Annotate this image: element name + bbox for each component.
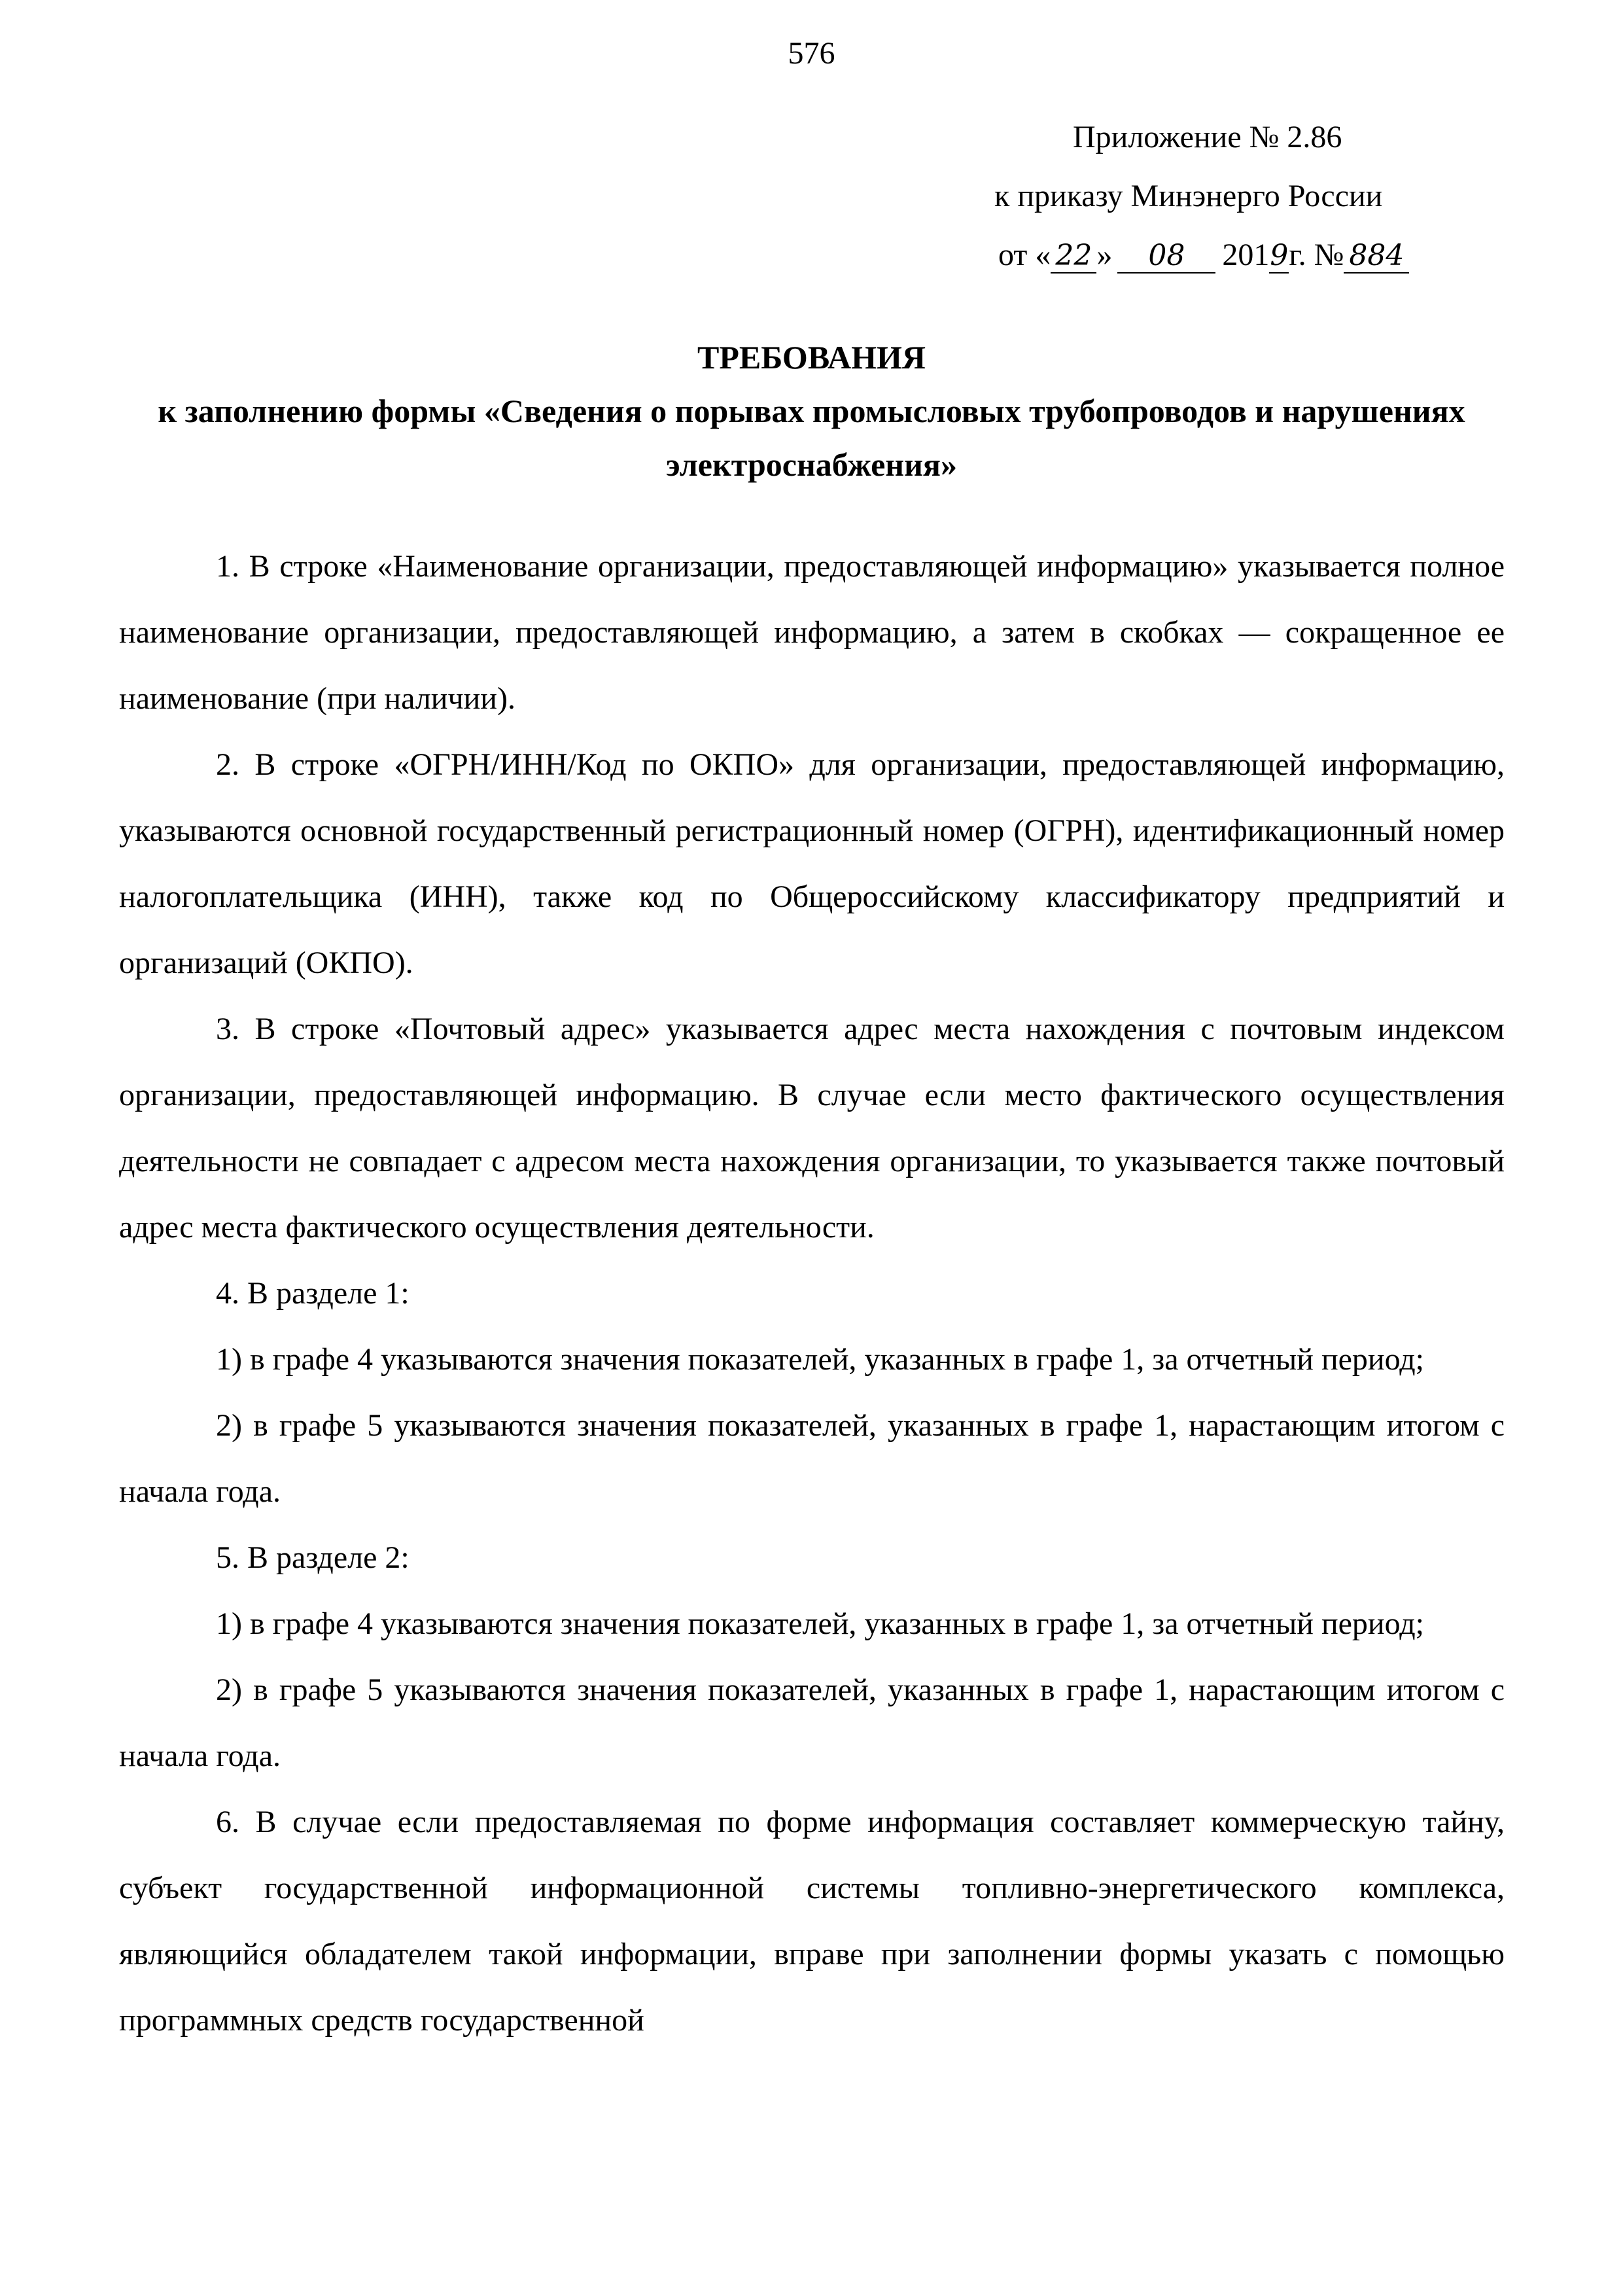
number-label: г. № <box>1289 238 1344 272</box>
appendix-order-ref: к приказу Минэнерго России <box>994 179 1383 213</box>
paragraph-5-1: 1) в графе 4 указываются значения показателей, указанных в графе 1, за отчетный период; <box>216 1606 1424 1641</box>
appendix-order-date <box>994 226 1409 285</box>
year-prefix: 201 <box>1222 238 1270 272</box>
paragraph-4: 4. В разделе 1: <box>216 1276 410 1311</box>
date-prefix: от « <box>998 238 1051 272</box>
date-mid: » <box>1096 238 1113 272</box>
title-subtitle: к заполнению формы «Сведения о порывах промысловых трубопроводов и нарушениях электроснабжения» <box>158 393 1465 483</box>
paragraph-5-2: 2) в графе 5 указываются значения показателей, указанных в графе 1, нарастающим итогом с начала года. <box>119 1672 1505 1773</box>
paragraph-6: 6. В случае если предоставляемая по форме информация составляет коммерческую тайну, субъект государственной информационной системы топливно-энергетического комплекса, являющийся обладателем такой информации, вправе при заполнении формы указать с помощью программных средств государственной <box>119 1805 1505 2038</box>
paragraph-3: 3. В строке «Почтовый адрес» указывается адрес места нахождения с почтовым индексом организации, предоставляющей информацию. В случае если место фактического осуществления деятельности не совпадает с адресом места нахождения организации, то указывается также почтовый адрес места фактического осуществления деятельности. <box>119 1012 1505 1245</box>
appendix-title: Приложение № 2.86 <box>1073 120 1342 154</box>
paragraph-1: 1. В строке «Наименование организации, предоставляющей информацию» указывается полное наименование организации, предоставляющей информацию, а затем в скобках — сокращенное ее наименование (при наличии). <box>119 549 1505 716</box>
handwritten-order-number: 884 <box>1344 239 1409 274</box>
document-title <box>0 330 1623 491</box>
title-heading: ТРЕБОВАНИЯ <box>697 339 926 376</box>
handwritten-day: 22 <box>1051 239 1096 274</box>
document-body <box>119 533 1505 2053</box>
handwritten-year-digit: 9 <box>1270 239 1289 272</box>
paragraph-2: 2. В строке «ОГРН/ИНН/Код по ОКПО» для организации, предоставляющей информацию, указываются основной государственный регистрационный номер (ОГРН), идентификационный номер налогоплательщика (ИНН), также код по Общероссийскому классификатору предприятий и организаций (ОКПО). <box>119 747 1505 980</box>
page-number: 576 <box>788 36 835 71</box>
handwritten-month: 08 <box>1117 239 1215 274</box>
paragraph-5: 5. В разделе 2: <box>216 1540 410 1575</box>
appendix-header <box>994 108 1409 285</box>
paragraph-4-1: 1) в графе 4 указываются значения показателей, указанных в графе 1, за отчетный период; <box>216 1342 1424 1377</box>
paragraph-4-2: 2) в графе 5 указываются значения показателей, указанных в графе 1, нарастающим итогом с начала года. <box>119 1408 1505 1509</box>
